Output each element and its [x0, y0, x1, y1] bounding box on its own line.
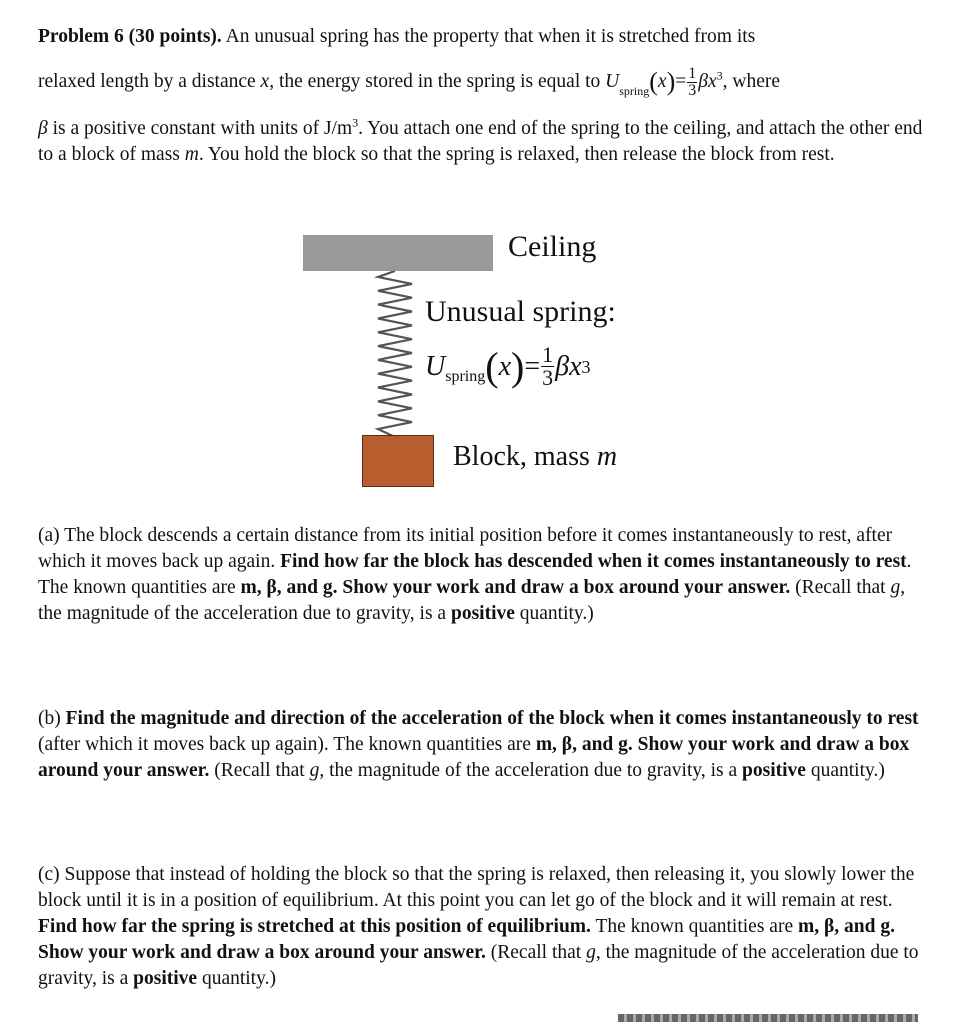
formula-arg: x	[657, 70, 667, 92]
part-c-text: The known quantities are	[590, 916, 798, 937]
spring-figure	[300, 225, 700, 495]
fig-formula-fraction	[541, 344, 554, 389]
fig-formula-U: U	[425, 350, 446, 382]
frac-num: 1	[688, 65, 697, 82]
part-b-text: , the magnitude of the acceleration due to gravity, is a	[319, 760, 743, 781]
part-a-bold: positive	[450, 603, 515, 624]
part-c-bold: positive	[133, 968, 198, 989]
formula-sub: spring	[619, 83, 650, 98]
problem-intro-line1	[38, 26, 755, 48]
g-symbol: g	[309, 760, 320, 781]
problem-intro-line2	[38, 66, 780, 99]
beta-symbol: β	[38, 118, 48, 139]
variable-x: x	[260, 70, 270, 92]
formula-fraction	[687, 66, 697, 99]
part-b-text: quantity.)	[805, 760, 885, 781]
fig-frac-den: 3	[542, 365, 554, 390]
frac-den: 3	[688, 82, 697, 99]
part-b-bold: positive	[742, 760, 806, 781]
intro-text: , the energy stored in the spring is equal to	[269, 70, 606, 92]
part-c-bold: m, β, and g. Show your work and draw a box around your answer.	[38, 916, 895, 963]
part-b-bold: Find the magnitude and direction of the acceleration of the block when it comes instantaneously to rest	[65, 708, 919, 729]
block-label-text: Block, mass	[453, 441, 597, 472]
part-a-text: (Recall that	[790, 577, 891, 598]
problem-title: Problem 6 (30 points).	[38, 26, 222, 47]
part-a-bold: m, β, and g. Show your work and draw a box around your answer.	[240, 577, 791, 598]
part-c-text: quantity.)	[197, 968, 276, 989]
part-a-text: (a) The block descends a certain distance from its initial position before it comes instantaneously to rest, after which it moves back up again.	[38, 525, 893, 572]
part-b-text: (b)	[38, 708, 66, 729]
part-b	[38, 706, 928, 784]
scroll-edge-bar	[618, 1014, 918, 1022]
g-symbol: g	[586, 942, 596, 963]
part-a-text: , the magnitude of the acceleration due to gravity, is a	[38, 577, 906, 624]
fig-frac-num: 1	[542, 342, 554, 367]
part-c	[38, 862, 928, 992]
part-b-bold: m, β, and g. Show your work and draw a box around your answer.	[38, 734, 910, 781]
units-exp: 3	[352, 115, 359, 130]
intro-text: . You hold the block so that the spring is relaxed, then release the block from rest.	[198, 144, 835, 165]
part-b-text: (after which it moves back up again). The known quantities are	[38, 734, 536, 755]
ceiling-bar	[303, 235, 493, 271]
intro-text: . You attach one end of the spring to the ceiling, and attach the other end to a block of mass	[38, 118, 923, 165]
part-a-bold: Find how far the block has descended when it comes instantaneously to rest	[280, 551, 907, 572]
energy-formula: $U_{spring}(x)=$ $\frac{1}{3}$ $\beta x^3$	[605, 65, 723, 99]
fig-formula-sub: spring	[445, 367, 486, 385]
spring-coil	[370, 271, 420, 437]
part-c-bold: Find how far the spring is stretched at this position of equilibrium.	[38, 916, 591, 937]
fig-formula-arg: x	[498, 350, 511, 382]
part-c-text: , the magnitude of the acceleration due to gravity, is a	[38, 942, 919, 989]
part-a-text: . The known quantities are	[38, 551, 912, 598]
spring-label: Unusual spring:	[425, 295, 616, 328]
ceiling-label: Ceiling	[508, 230, 597, 263]
block-mass-symbol: m	[596, 441, 618, 472]
formula-exp: 3	[716, 68, 723, 83]
mass-block	[362, 435, 434, 487]
intro-text: is a positive constant with units of J/m	[47, 118, 353, 139]
part-c-text: (Recall that	[485, 942, 587, 963]
formula-rhs: βx	[698, 70, 717, 92]
intro-text: An unusual spring has the property that when it is stretched from its	[221, 26, 756, 47]
intro-text: , where	[722, 70, 781, 92]
block-label	[453, 441, 617, 473]
g-symbol: g	[890, 577, 901, 598]
part-c-text: (c) Suppose that instead of holding the block so that the spring is relaxed, then releasing it, you slowly lower the block until it is in a position of equilibrium. At this point you can let go of the block and it will remain at rest.	[38, 864, 915, 911]
problem-intro-rest	[38, 116, 928, 168]
formula-U: U	[605, 70, 620, 92]
part-a-text: quantity.)	[514, 603, 594, 624]
mass-symbol: m	[184, 144, 199, 165]
intro-text: relaxed length by a distance	[38, 70, 261, 92]
part-a	[38, 523, 928, 627]
fig-formula-rhs: βx	[555, 350, 582, 382]
part-b-text: (Recall that	[209, 760, 310, 781]
figure-formula: U spring ( x ) = $\frac{1}{3}$ βx 3	[425, 342, 591, 390]
